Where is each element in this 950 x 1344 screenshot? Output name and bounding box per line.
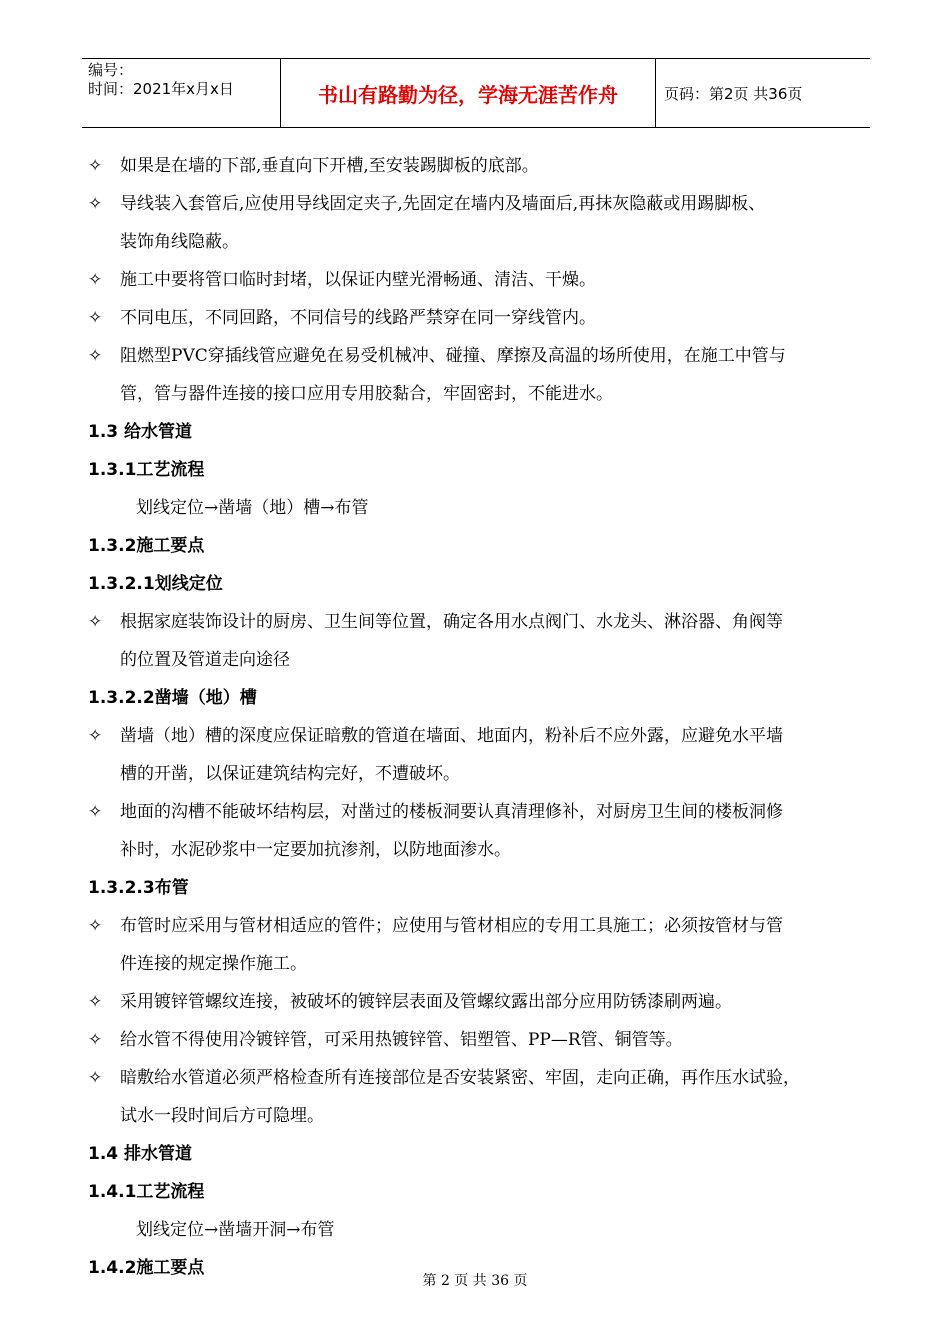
section-heading-text: 1.3 给水管道 xyxy=(88,422,193,442)
bullet-diamond-icon: ✧ xyxy=(88,802,103,822)
section-heading xyxy=(88,869,878,907)
bullet-continuation xyxy=(88,755,878,793)
bullet-continuation xyxy=(88,641,878,679)
bullet-diamond-icon: ✧ xyxy=(88,1030,103,1050)
bullet-text: 导线装入套管后,应使用导线固定夹子,先固定在墙内及墙面后,再抹灰隐蔽或用踢脚板、 xyxy=(120,194,766,214)
bullet-text: 如果是在墙的下部,垂直向下开槽,至安装踢脚板的底部。 xyxy=(120,156,539,176)
bullet-item xyxy=(88,1021,878,1059)
process-flow xyxy=(88,1211,878,1249)
bullet-text: 地面的沟槽不能破坏结构层，对凿过的楼板洞要认真清理修补，对厨房卫生间的楼板洞修 xyxy=(120,802,783,822)
bullet-item xyxy=(88,185,878,223)
bullet-diamond-icon: ✧ xyxy=(88,346,103,366)
bullet-continuation xyxy=(88,1097,878,1135)
bullet-text: 给水管不得使用冷镀锌管，可采用热镀锌管、铝塑管、PP—R管、铜管等。 xyxy=(120,1030,683,1050)
section-heading xyxy=(88,565,878,603)
header-page-info: 页码：第2页 共36页 xyxy=(664,84,803,103)
bullet-diamond-icon: ✧ xyxy=(88,916,103,936)
section-heading xyxy=(88,679,878,717)
section-heading-text: 1.3.2.2凿墙（地）槽 xyxy=(88,688,257,708)
bullet-text: 施工中要将管口临时封堵，以保证内壁光滑畅通、清洁、干燥。 xyxy=(120,270,596,290)
section-heading xyxy=(88,527,878,565)
continuation-text: 槽的开凿，以保证建筑结构完好，不遭破坏。 xyxy=(120,764,460,784)
continuation-text: 装饰角线隐蔽。 xyxy=(120,232,239,252)
page-header xyxy=(82,58,870,128)
section-heading xyxy=(88,1135,878,1173)
section-heading-text: 1.4.1工艺流程 xyxy=(88,1182,205,1202)
bullet-diamond-icon: ✧ xyxy=(88,992,103,1012)
bullet-diamond-icon: ✧ xyxy=(88,270,103,290)
section-heading xyxy=(88,1173,878,1211)
continuation-text: 件连接的规定操作施工。 xyxy=(120,954,307,974)
bullet-continuation xyxy=(88,375,878,413)
bullet-continuation xyxy=(88,945,878,983)
bullet-continuation xyxy=(88,831,878,869)
section-heading-text: 1.3.2.1划线定位 xyxy=(88,574,223,594)
bullet-continuation xyxy=(88,223,878,261)
bullet-item xyxy=(88,261,878,299)
document-body xyxy=(88,147,878,1287)
section-heading-text: 1.3.2.3布管 xyxy=(88,878,189,898)
bullet-item xyxy=(88,147,878,185)
bullet-item xyxy=(88,1059,878,1097)
process-flow-text: 划线定位→凿墙（地）槽→布管 xyxy=(136,498,369,518)
bullet-diamond-icon: ✧ xyxy=(88,156,103,176)
section-heading xyxy=(88,451,878,489)
section-heading-text: 1.3.1工艺流程 xyxy=(88,460,205,480)
section-heading-text: 1.4.2施工要点 xyxy=(88,1258,205,1278)
bullet-text: 布管时应采用与管材相适应的管件；应使用与管材相应的专用工具施工；必须按管材与管 xyxy=(120,916,783,936)
bullet-item xyxy=(88,907,878,945)
bullet-item xyxy=(88,337,878,375)
continuation-text: 的位置及管道走向途径 xyxy=(120,650,290,670)
document-time-label: 时间：2021年x月x日 xyxy=(88,80,234,98)
header-motto: 书山有路勤为径，学海无涯苦作舟 xyxy=(281,59,656,127)
bullet-item xyxy=(88,603,878,641)
bullet-text: 根据家庭装饰设计的厨房、卫生间等位置，确定各用水点阀门、水龙头、淋浴器、角阀等 xyxy=(120,612,783,632)
bullet-diamond-icon: ✧ xyxy=(88,308,103,328)
bullet-text: 采用镀锌管螺纹连接，被破坏的镀锌层表面及管螺纹露出部分应用防锈漆刷两遍。 xyxy=(120,992,732,1012)
continuation-text: 管，管与器件连接的接口应用专用胶黏合，牢固密封，不能进水。 xyxy=(120,384,613,404)
bullet-diamond-icon: ✧ xyxy=(88,612,103,632)
process-flow-text: 划线定位→凿墙开洞→布管 xyxy=(136,1220,335,1240)
bullet-text: 暗敷给水管道必须严格检查所有连接部位是否安装紧密、牢固，走向正确，再作压水试验， xyxy=(120,1068,800,1088)
section-heading-text: 1.3.2施工要点 xyxy=(88,536,205,556)
document-number-label: 编号： xyxy=(88,61,134,79)
header-meta xyxy=(82,59,281,127)
bullet-item xyxy=(88,717,878,755)
section-heading xyxy=(88,413,878,451)
bullet-item xyxy=(88,983,878,1021)
bullet-item xyxy=(88,299,878,337)
bullet-text: 凿墙（地）槽的深度应保证暗敷的管道在墙面、地面内，粉补后不应外露，应避免水平墙 xyxy=(120,726,783,746)
continuation-text: 补时，水泥砂浆中一定要加抗渗剂，以防地面渗水。 xyxy=(120,840,511,860)
bullet-item xyxy=(88,793,878,831)
process-flow xyxy=(88,489,878,527)
bullet-diamond-icon: ✧ xyxy=(88,194,103,214)
continuation-text: 试水一段时间后方可隐埋。 xyxy=(120,1106,324,1126)
bullet-diamond-icon: ✧ xyxy=(88,1068,103,1088)
bullet-text: 不同电压，不同回路，不同信号的线路严禁穿在同一穿线管内。 xyxy=(120,308,596,328)
bullet-diamond-icon: ✧ xyxy=(88,726,103,746)
bullet-text: 阻燃型PVC穿插线管应避免在易受机械冲、碰撞、摩擦及高温的场所使用，在施工中管与 xyxy=(120,346,786,366)
section-heading-text: 1.4 排水管道 xyxy=(88,1144,193,1164)
page-footer: 第 2 页 共 36 页 xyxy=(422,1273,528,1289)
